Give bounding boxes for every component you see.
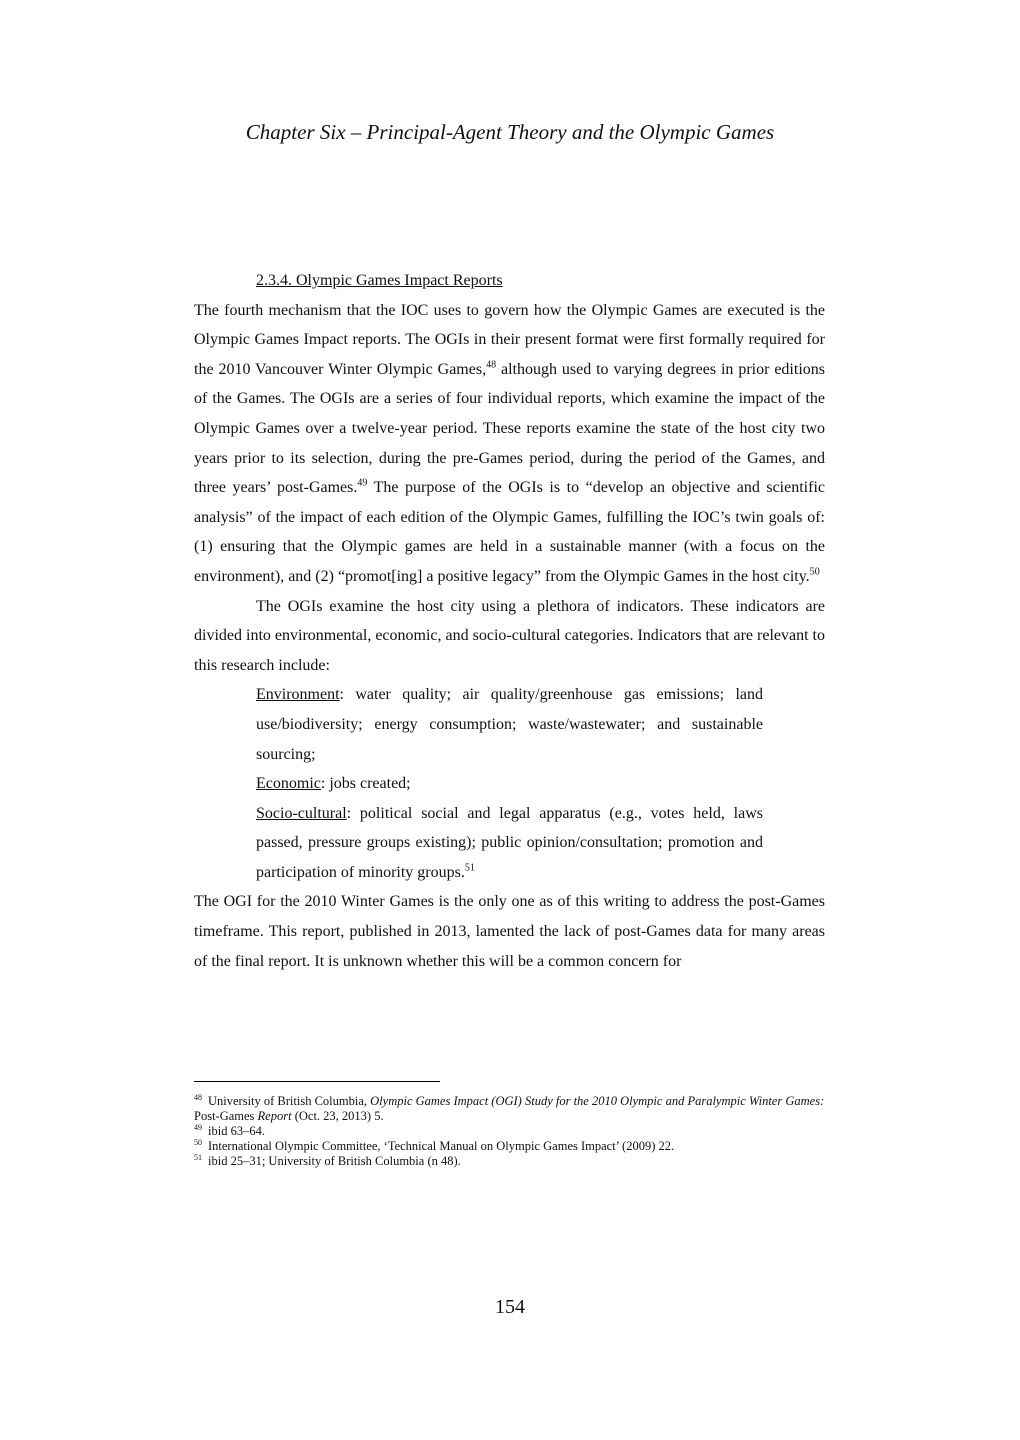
footnote-number: 48 <box>194 1092 202 1102</box>
footnote-text: ibid 25–31; University of British Columbia (n 48). <box>208 1154 461 1168</box>
footnote-ref-51[interactable]: 51 <box>464 862 475 874</box>
footnote-separator <box>194 1081 440 1082</box>
indicator-text: : water quality; air quality/greenhouse gas emissions; land use/biodiversity; energy consumption; waste/wastewater; and sustainable sourcing; <box>256 686 763 763</box>
footnote-number: 51 <box>194 1152 202 1162</box>
footnote-50 <box>194 1139 834 1154</box>
footnote-text: University of British Columbia <box>208 1094 364 1108</box>
indicator-label: Economic <box>256 775 321 793</box>
paragraph-1-text-b: although used to varying degrees in prior editions of the Games. The OGIs are a series of four individual reports, which examine the impact of the Olympic Games over a twelve-year period. These reports examine the state of the host city two years prior to its selection, during the pre-Games period, during the period of the Games, and three years’ post-Games. <box>194 360 825 497</box>
footnote-49 <box>194 1124 834 1139</box>
footnote-title: , Olympic Games Impact (OGI) Study for the 2010 Olympic and Paralympic Winter Games: <box>363 1094 825 1108</box>
footnote-title: Report <box>257 1109 292 1123</box>
paragraph-3: The OGI for the 2010 Winter Games is the only one as of this writing to address the post-Games timeframe. This report, published in 2013, lamented the lack of post-Games data for many areas of the final report. It is unknown whether this will be a common concern for <box>194 893 825 970</box>
footnote-text: International Olympic Committee, ‘Technical Manual on Olympic Games Impact’ (2009) 22. <box>208 1139 675 1153</box>
footnote-51 <box>194 1154 834 1169</box>
indicator-label: Socio-cultural <box>256 804 347 822</box>
footnote-ref-48[interactable]: 48 <box>486 359 497 371</box>
footnote-number: 49 <box>194 1122 202 1132</box>
footnote-number: 50 <box>194 1137 202 1147</box>
section-heading: 2.3.4. Olympic Games Impact Reports <box>256 272 503 289</box>
indicator-environment <box>256 680 763 769</box>
footnote-text: ibid 63–64. <box>208 1124 265 1138</box>
footnote-ref-49[interactable]: 49 <box>357 477 368 489</box>
indicator-label: Environment <box>256 686 340 704</box>
indicator-list <box>194 680 763 887</box>
page-number: 154 <box>495 1296 525 1318</box>
indicator-economic <box>256 769 763 799</box>
footnote-text: Post-Games <box>194 1109 258 1123</box>
footnote-text: (Oct. 23, 2013) 5. <box>291 1109 384 1123</box>
main-body <box>194 266 825 976</box>
paragraph-1 <box>194 296 825 592</box>
footnote-48 <box>194 1094 834 1124</box>
footnotes <box>194 1094 834 1169</box>
indicator-text: : political social and legal apparatus (e.g., votes held, laws passed, pressure groups existing); public opinion/consultation; promotion and participation of minority groups. <box>256 804 763 881</box>
indicator-socio-cultural <box>256 799 763 888</box>
footnote-ref-50[interactable]: 50 <box>809 566 820 578</box>
running-header: Chapter Six – Principal-Agent Theory and the Olympic Games <box>245 120 775 144</box>
paragraph-1-text-c: The purpose of the OGIs is to “develop an objective and scientific analysis” of the impact of each edition of the Olympic Games, fulfilling the IOC’s twin goals of: (1) ensuring that the Olympic games are held in a sustainable manner (with a focus on the environment), and (2) “promot[ing] a positive legacy” from the Olympic Games in the host city. <box>194 479 825 585</box>
paragraph-1-text-a: The fourth mechanism that the IOC uses to govern how the Olympic Games are executed is the Olympic Games Impact reports. The OGIs in their present format were first formally required for the 2010 Vancouver Winter Olympic Games, <box>194 301 825 378</box>
paragraph-2: The OGIs examine the host city using a plethora of indicators. These indicators are divided into environmental, economic, and socio-cultural categories. Indicators that are relevant to this research include: <box>194 597 825 674</box>
indicator-text: : jobs created; <box>320 775 411 793</box>
